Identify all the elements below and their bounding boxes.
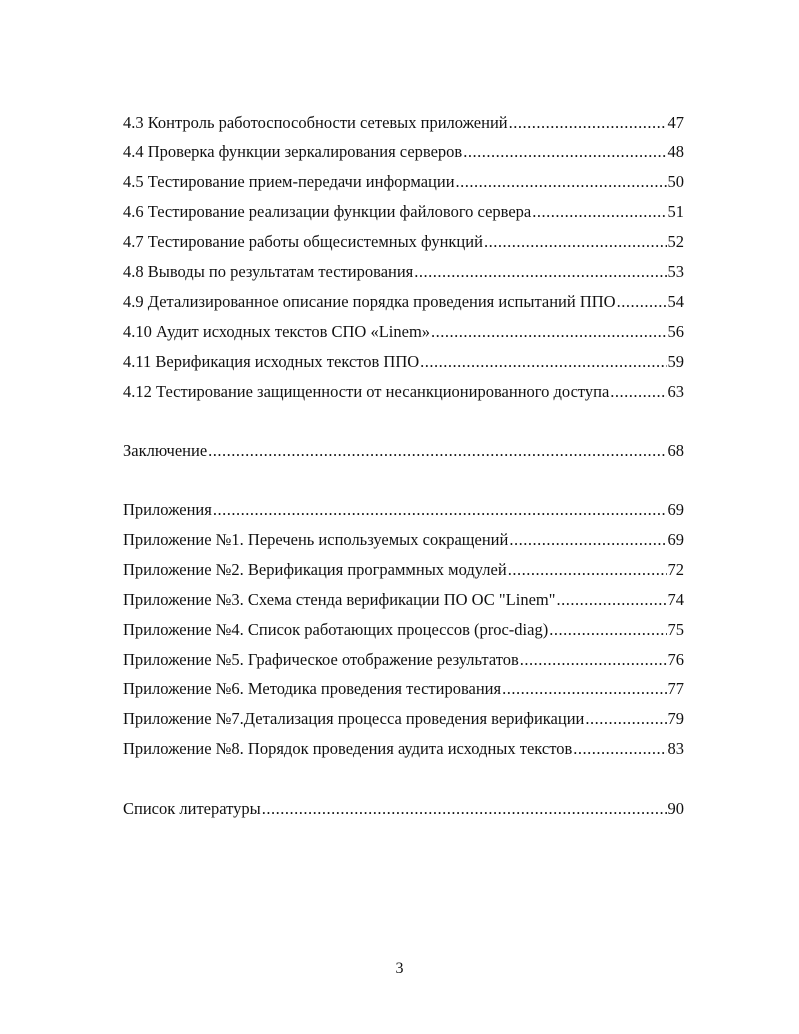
toc-entry-page: 68 <box>667 441 684 460</box>
toc-entry-page: 56 <box>667 322 684 341</box>
toc-leader-dots <box>502 679 666 699</box>
toc-entry-appendix-6 <box>123 679 684 699</box>
toc-entry-page: 90 <box>667 799 684 818</box>
toc-leader-dots <box>520 650 667 670</box>
toc-leader-dots <box>262 799 667 819</box>
toc-entry-title: Приложение №8. Порядок проведения аудита исходных текстов <box>123 739 573 758</box>
toc-entry-4-5 <box>123 172 684 192</box>
toc-entry-title: 4.5 Тестирование прием-передачи информации <box>123 172 455 191</box>
toc-entry-title: Приложения <box>123 500 212 519</box>
toc-leader-dots <box>456 172 667 192</box>
toc-entry-page: 83 <box>667 739 684 758</box>
toc-entry-4-6 <box>123 202 684 222</box>
toc-entry-page: 51 <box>667 202 684 221</box>
toc-entry-title: Приложение №2. Верификация программных модулей <box>123 560 507 579</box>
toc-entry-4-11 <box>123 352 684 372</box>
toc-entry-page: 50 <box>667 172 684 191</box>
toc-leader-dots <box>549 620 666 640</box>
toc-entry-page: 63 <box>667 382 684 401</box>
toc-entry-page: 54 <box>667 292 684 311</box>
toc-entry-appendix-4 <box>123 620 684 640</box>
toc-entry-4-9 <box>123 292 684 312</box>
toc-entry-title: Приложение №1. Перечень используемых сокращений <box>123 530 509 549</box>
toc-entry-4-4 <box>123 142 684 162</box>
toc-entry-appendix-1 <box>123 530 684 550</box>
toc-leader-dots <box>463 142 666 162</box>
toc-entry-page: 79 <box>667 709 684 728</box>
toc-leader-dots <box>509 530 666 550</box>
toc-leader-dots <box>484 232 667 252</box>
toc-leader-dots <box>414 262 666 282</box>
toc-entry-title: 4.9 Детализированное описание порядка проведения испытаний ППО <box>123 292 616 311</box>
page-number: 3 <box>395 960 404 977</box>
toc-entry-page: 52 <box>667 232 684 251</box>
toc-entry-conclusion <box>123 441 684 461</box>
toc-leader-dots <box>585 709 666 729</box>
toc-entry-page: 77 <box>667 679 684 698</box>
toc-entry-title: Заключение <box>123 441 208 460</box>
toc-entry-appendix-5 <box>123 650 684 670</box>
toc-leader-dots <box>617 292 667 312</box>
toc-entry-title: 4.11 Верификация исходных текстов ППО <box>123 352 420 371</box>
toc-entry-page: 76 <box>667 650 684 669</box>
toc-entry-title: Приложение №5. Графическое отображение результатов <box>123 650 519 669</box>
toc-leader-dots <box>610 382 666 402</box>
toc-entry-title: 4.3 Контроль работоспособности сетевых приложений <box>123 113 508 132</box>
toc-entry-page: 59 <box>667 352 684 371</box>
toc-entry-title: Приложение №6. Методика проведения тестирования <box>123 679 502 698</box>
toc-leader-dots <box>208 441 666 461</box>
toc-entry-page: 47 <box>667 113 684 132</box>
toc-entry-page: 48 <box>667 142 684 161</box>
toc-leader-dots <box>556 590 666 610</box>
toc-entry-title: 4.10 Аудит исходных текстов СПО «Linem» <box>123 322 431 341</box>
toc-leader-dots <box>509 113 667 133</box>
toc-entry-title: 4.12 Тестирование защищенности от несанкционированного доступа <box>123 382 610 401</box>
toc-entry-title: 4.7 Тестирование работы общесистемных функций <box>123 232 483 251</box>
toc-entry-4-12 <box>123 382 684 402</box>
toc-entry-title: Приложение №3. Схема стенда верификации ПО ОС "Linem" <box>123 590 556 609</box>
toc-entry-appendix-2 <box>123 560 684 580</box>
toc-leader-dots <box>532 202 666 222</box>
toc-entry-title: 4.6 Тестирование реализации функции файлового сервера <box>123 202 532 221</box>
toc-entry-page: 69 <box>667 530 684 549</box>
toc-leader-dots <box>431 322 666 342</box>
toc-entry-page: 75 <box>667 620 684 639</box>
toc-leader-dots <box>573 739 666 759</box>
toc-entry-4-7 <box>123 232 684 252</box>
toc-entry-4-10 <box>123 322 684 342</box>
toc-leader-dots <box>420 352 666 372</box>
toc-entry-appendix-3 <box>123 590 684 610</box>
toc-entry-title: Приложение №4. Список работающих процессов (proc-diag) <box>123 620 549 639</box>
toc-entry-title: 4.8 Выводы по результатам тестирования <box>123 262 414 281</box>
toc-entry-title: Приложение №7.Детализация процесса проведения верификации <box>123 709 585 728</box>
toc-entry-4-3 <box>123 113 684 133</box>
toc-entry-title: 4.4 Проверка функции зеркалирования серверов <box>123 142 463 161</box>
toc-entry-title: Список литературы <box>123 799 261 818</box>
toc-leader-dots <box>213 500 667 520</box>
toc-entry-4-8 <box>123 262 684 282</box>
toc-entry-page: 72 <box>667 560 684 579</box>
toc-entry-page: 69 <box>667 500 684 519</box>
toc-entry-page: 53 <box>667 262 684 281</box>
toc-entry-page: 74 <box>667 590 684 609</box>
toc-entry-references <box>123 799 684 819</box>
toc-leader-dots <box>508 560 667 580</box>
toc-entry-appendices <box>123 500 684 520</box>
toc-entry-appendix-8 <box>123 739 684 759</box>
toc-entry-appendix-7 <box>123 709 684 729</box>
